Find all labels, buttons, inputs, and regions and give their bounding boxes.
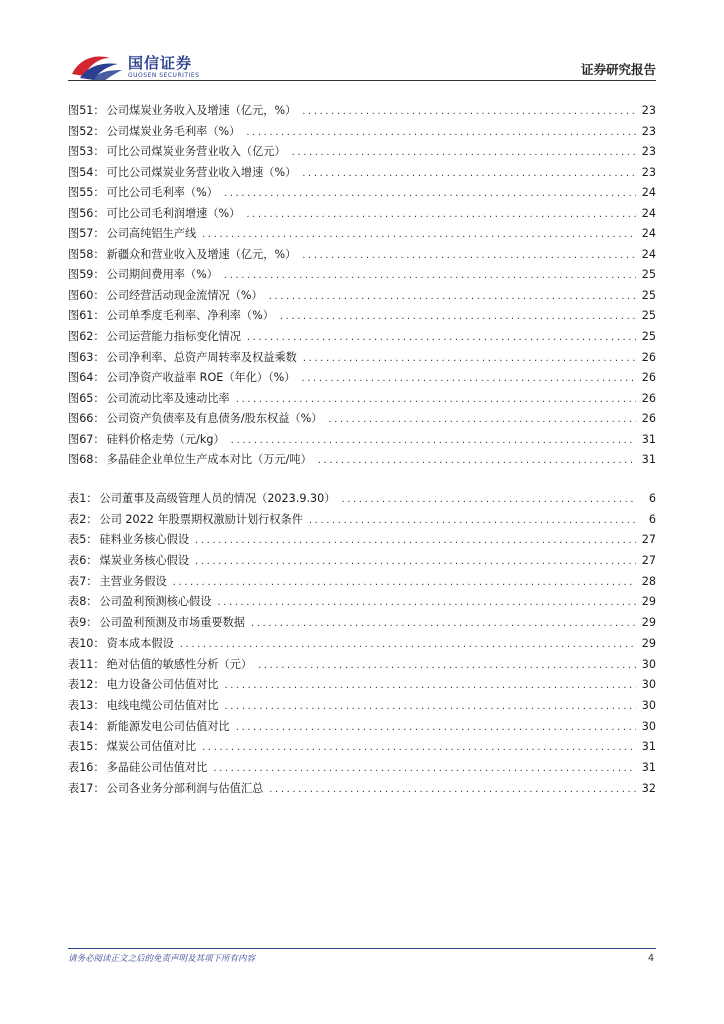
toc-leader-dots (302, 250, 635, 261)
toc-entry-page: 25 (641, 268, 656, 282)
toc-entry-page: 30 (641, 698, 656, 712)
toc-leader-dots (195, 556, 636, 567)
toc-entry-page: 25 (641, 309, 656, 323)
toc-entry-label: 表9： (68, 616, 98, 630)
toc-entry-page: 28 (641, 574, 656, 588)
toc-leader-dots (224, 188, 636, 199)
toc-leader-dots (247, 332, 636, 343)
toc-entry-page: 24 (641, 227, 656, 241)
figure-toc-entry[interactable] (68, 369, 656, 390)
toc-leader-dots (173, 577, 636, 588)
toc-entry-page: 27 (641, 533, 656, 547)
figure-toc-entry[interactable] (68, 123, 656, 144)
toc-entry-title: 公司煤炭业务毛利率（%） (106, 124, 241, 138)
toc-entry-title: 多晶硅公司估值对比 (106, 760, 208, 774)
toc-entry-page: 26 (641, 412, 656, 426)
toc-entry-title: 公司单季度毛利率、净利率（%） (106, 309, 274, 323)
toc-leader-dots (217, 597, 635, 608)
toc-leader-dots (225, 680, 636, 691)
toc-entry-title: 公司经营活动现金流情况（%） (106, 288, 263, 302)
toc-entry-label: 图64： (68, 371, 105, 385)
toc-entry-page: 32 (641, 781, 656, 795)
figure-toc-entry[interactable] (68, 431, 656, 452)
toc-leader-dots (246, 127, 635, 138)
table-toc-entry[interactable] (68, 635, 656, 656)
page-number: 4 (647, 953, 654, 964)
figure-toc-entry[interactable] (68, 246, 656, 267)
toc-entry-label: 图68： (68, 453, 105, 467)
toc-entry-label: 表13： (68, 698, 105, 712)
toc-leader-dots (258, 660, 636, 671)
toc-entry-label: 图53： (68, 145, 105, 159)
figures-toc (68, 102, 656, 472)
toc-leader-dots (224, 270, 636, 281)
figure-toc-entry[interactable] (68, 266, 656, 287)
table-toc-entry[interactable] (68, 490, 656, 511)
table-toc-entry[interactable] (68, 656, 656, 677)
toc-entry-title: 硅料价格走势（元/kg） (106, 432, 225, 446)
toc-entry-title: 硅料业务核心假设 (99, 533, 190, 547)
figure-toc-entry[interactable] (68, 328, 656, 349)
figure-toc-entry[interactable] (68, 102, 656, 123)
toc-entry-title: 可比公司煤炭业务营业收入（亿元） (106, 145, 286, 159)
table-toc-entry[interactable] (68, 697, 656, 718)
toc-entry-label: 图55： (68, 186, 105, 200)
toc-entry-page: 23 (641, 104, 656, 117)
figure-toc-entry[interactable] (68, 184, 656, 205)
toc-entry-label: 表5： (68, 533, 98, 547)
toc-entry-page: 31 (641, 453, 656, 467)
figure-toc-entry[interactable] (68, 390, 656, 411)
toc-entry-label: 表15： (68, 740, 105, 754)
toc-entry-title: 可比公司煤炭业务营业收入增速（%） (106, 165, 297, 179)
figure-toc-entry[interactable] (68, 164, 656, 185)
toc-entry-label: 图57： (68, 227, 105, 241)
toc-entry-page: 29 (641, 616, 656, 630)
toc-leader-dots (225, 701, 636, 712)
toc-leader-dots (309, 515, 636, 526)
toc-entry-title: 主营业务假设 (99, 574, 167, 588)
toc-entry-title: 公司高纯铝生产线 (106, 227, 197, 241)
toc-entry-label: 图61： (68, 309, 105, 323)
table-toc-entry[interactable] (68, 593, 656, 614)
table-toc-entry[interactable] (68, 718, 656, 739)
guosen-logo-icon (70, 52, 124, 82)
toc-entry-title: 绝对估值的敏感性分析（元） (106, 657, 253, 671)
table-toc-entry[interactable] (68, 738, 656, 759)
toc-entry-page: 29 (641, 595, 656, 609)
toc-entry-title: 电力设备公司估值对比 (106, 678, 219, 692)
toc-entry-title: 煤炭公司估值对比 (106, 740, 197, 754)
table-toc-entry[interactable] (68, 759, 656, 780)
toc-entry-label: 表6： (68, 554, 98, 568)
toc-entry-page: 31 (641, 432, 656, 446)
toc-entry-label: 表12： (68, 678, 105, 692)
toc-entry-title: 公司运营能力指标变化情况 (106, 330, 241, 344)
toc-entry-label: 图65： (68, 391, 105, 405)
toc-entry-page: 24 (641, 206, 656, 220)
toc-entry-title: 多晶硅企业单位生产成本对比（万元/吨） (106, 453, 312, 467)
header-divider (68, 80, 656, 81)
figure-toc-entry[interactable] (68, 410, 656, 431)
toc-leader-dots (302, 106, 635, 117)
toc-leader-dots (246, 209, 635, 220)
toc-entry-page: 23 (641, 124, 656, 138)
logo-text-cn: 国信证券 (128, 54, 193, 72)
toc-entry-title: 新疆众和营业收入及增速（亿元，%） (106, 247, 297, 261)
table-toc-entry[interactable] (68, 531, 656, 552)
table-toc-entry[interactable] (68, 614, 656, 635)
toc-entry-title: 可比公司毛利润增速（%） (106, 206, 241, 220)
toc-entry-page: 6 (648, 512, 656, 526)
toc-leader-dots (303, 353, 636, 364)
toc-entry-title: 公司净资产收益率 ROE（年化）（%） (106, 371, 296, 385)
toc-entry-page: 29 (641, 636, 656, 650)
toc-entry-title: 资本成本假设 (106, 636, 174, 650)
toc-entry-title: 公司董事及高级管理人员的情况（2023.9.30） (99, 492, 336, 505)
footer-disclaimer: 请务必阅读正文之后的免责声明及其项下所有内容 (68, 954, 256, 964)
toc-entry-label: 图63： (68, 350, 105, 364)
table-toc-entry[interactable] (68, 552, 656, 573)
logo-text-en: GUOSEN SECURITIES (128, 72, 200, 79)
toc-leader-dots (202, 229, 636, 240)
toc-entry-label: 表2： (68, 512, 98, 526)
company-logo (70, 50, 210, 84)
toc-entry-label: 表14： (68, 719, 105, 733)
toc-entry-label: 表8： (68, 595, 98, 609)
toc-entry-label: 图54： (68, 165, 105, 179)
toc-entry-title: 公司净利率、总资产周转率及权益乘数 (106, 350, 297, 364)
report-type-title: 证券研究报告 (580, 62, 656, 77)
figure-toc-entry[interactable] (68, 225, 656, 246)
toc-entry-title: 公司盈利预测核心假设 (99, 595, 212, 609)
toc-entry-page: 31 (641, 760, 656, 774)
toc-entry-label: 图58： (68, 247, 105, 261)
table-toc-entry[interactable] (68, 573, 656, 594)
figure-toc-entry[interactable] (68, 287, 656, 308)
toc-entry-title: 公司流动比率及速动比率 (106, 391, 230, 405)
toc-entry-title: 公司资产负债率及有息债务/股东权益（%） (106, 412, 323, 426)
toc-leader-dots (180, 639, 636, 650)
toc-entry-page: 27 (641, 554, 656, 568)
tables-toc (68, 490, 656, 800)
toc-entry-title: 电线电缆公司估值对比 (106, 698, 219, 712)
toc-leader-dots (292, 147, 636, 158)
toc-entry-title: 煤炭业务核心假设 (99, 554, 190, 568)
toc-entry-title: 公司期间费用率（%） (106, 268, 218, 282)
toc-entry-label: 图59： (68, 268, 105, 282)
toc-entry-label: 图56： (68, 206, 105, 220)
toc-entry-label: 表11： (68, 657, 105, 671)
figure-toc-entry[interactable] (68, 143, 656, 164)
toc-leader-dots (251, 618, 636, 629)
figure-toc-entry[interactable] (68, 205, 656, 226)
toc-leader-dots (195, 535, 636, 546)
footer-divider (68, 948, 656, 949)
toc-entry-label: 表10： (68, 636, 105, 650)
toc-entry-label: 图67： (68, 432, 105, 446)
table-toc-entry[interactable] (68, 780, 656, 801)
toc-entry-label: 表7： (68, 574, 98, 588)
toc-entry-title: 可比公司毛利率（%） (106, 186, 218, 200)
toc-entry-title: 公司各业务分部利润与估值汇总 (106, 781, 264, 795)
toc-entry-label: 表17： (68, 781, 105, 795)
toc-entry-page: 26 (641, 391, 656, 405)
toc-entry-page: 30 (641, 657, 656, 671)
toc-leader-dots (318, 455, 636, 466)
toc-leader-dots (269, 784, 635, 795)
toc-entry-page: 25 (641, 288, 656, 302)
toc-entry-page: 23 (641, 165, 656, 179)
toc-entry-page: 30 (641, 719, 656, 733)
toc-entry-title: 新能源发电公司估值对比 (106, 719, 230, 733)
toc-entry-page: 30 (641, 678, 656, 692)
toc-leader-dots (302, 373, 636, 384)
toc-entry-page: 26 (641, 350, 656, 364)
toc-entry-page: 25 (641, 330, 656, 344)
toc-leader-dots (328, 414, 635, 425)
toc-entry-page: 23 (641, 145, 656, 159)
toc-entry-label: 图66： (68, 412, 105, 426)
toc-leader-dots (231, 435, 636, 446)
toc-entry-label: 图51： (68, 104, 105, 117)
toc-leader-dots (269, 291, 636, 302)
toc-entry-title: 公司煤炭业务收入及增速（亿元，%） (106, 104, 297, 117)
figure-toc-entry[interactable] (68, 307, 656, 328)
figure-toc-entry[interactable] (68, 349, 656, 370)
toc-leader-dots (302, 168, 635, 179)
table-toc-entry[interactable] (68, 511, 656, 532)
toc-entry-title: 公司 2022 年股票期权激励计划行权条件 (99, 512, 303, 526)
toc-leader-dots (236, 394, 636, 405)
toc-leader-dots (280, 311, 636, 322)
toc-entry-page: 24 (641, 247, 656, 261)
toc-entry-label: 图52： (68, 124, 105, 138)
toc-entry-page: 6 (648, 492, 656, 505)
toc-entry-page: 31 (641, 740, 656, 754)
table-toc-entry[interactable] (68, 676, 656, 697)
toc-entry-label: 图62： (68, 330, 105, 344)
toc-leader-dots (236, 722, 636, 733)
toc-entry-page: 26 (641, 371, 656, 385)
toc-entry-label: 表16： (68, 760, 105, 774)
toc-entry-page: 24 (641, 186, 656, 200)
toc-entry-title: 公司盈利预测及市场重要数据 (99, 616, 245, 630)
toc-leader-dots (202, 742, 636, 753)
figure-toc-entry[interactable] (68, 451, 656, 472)
toc-entry-label: 图60： (68, 288, 105, 302)
toc-entry-label: 表1： (68, 492, 98, 505)
toc-leader-dots (341, 494, 636, 505)
toc-leader-dots (213, 763, 635, 774)
